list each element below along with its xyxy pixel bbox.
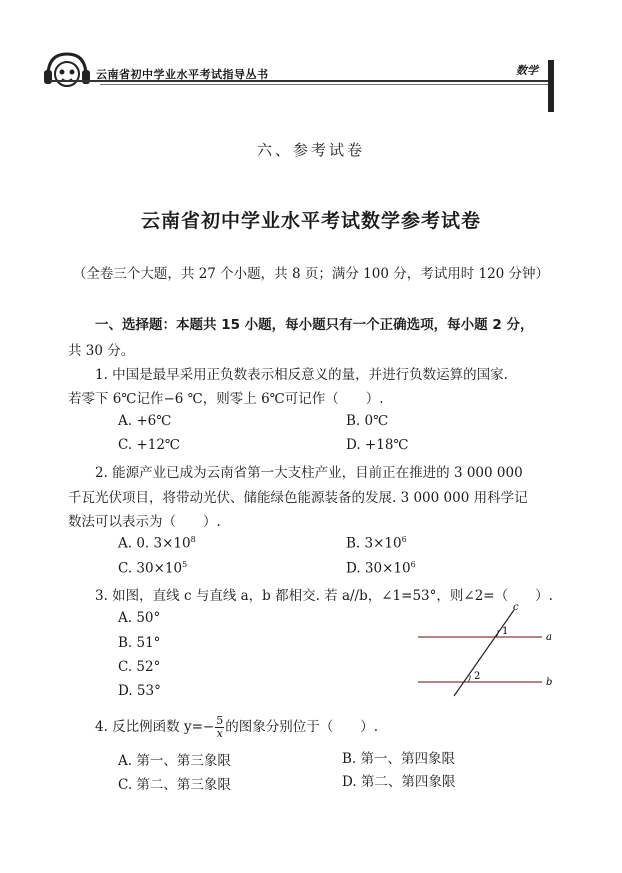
q3-parallel-lines-figure [410, 600, 560, 700]
label-c: c [513, 602, 519, 613]
section-title: 六、参考试卷 [256, 141, 365, 159]
label-a: a [546, 632, 552, 643]
q1-stem-line1: 1. 中国是最早采用正负数表示相反意义的量，并进行负数运算的国家. [95, 367, 508, 383]
q4-option-a[interactable]: A. 第一、第三象限 [118, 753, 231, 769]
part1-heading-line2: 共 30 分。 [68, 343, 135, 359]
q2-stem-line2: 千瓦光伏项目，将带动光伏、储能绿色能源装备的发展. 3 000 000 用科学记 [68, 490, 528, 506]
label-angle2: 2 [474, 671, 481, 682]
q4-option-d[interactable]: D. 第二、第四象限 [342, 774, 456, 790]
q1-option-a[interactable]: A. +6℃ [118, 413, 172, 429]
q2-stem-line3: 数法可以表示为（ ）. [68, 514, 221, 530]
q2-option-a[interactable]: A. 0. $3\times 10^8$ [118, 535, 196, 552]
q4-stem-suffix: 的图象分别位于（ ）. [225, 719, 379, 735]
subject-label: 数学 [516, 64, 538, 77]
q3-stem: 3. 如图，直线 c 与直线 a，b 都相交. 若 a//b，∠1=53°，则∠2=（ ）. [95, 588, 553, 604]
q1-option-b[interactable]: B. 0℃ [346, 413, 389, 429]
q2-option-c[interactable]: C. $30\times 10^5$ [118, 560, 188, 577]
q1-option-d[interactable]: D. +18℃ [346, 437, 409, 453]
q1-stem-line2: 若零下 6℃记作−6 ℃，则零上 6℃可记作（ ）. [68, 391, 384, 407]
q4-stem-prefix: 4. 反比例函数 y=− [95, 719, 215, 735]
q2-option-d[interactable]: D. $30\times 10^6$ [346, 560, 416, 577]
q4-option-c[interactable]: C. 第二、第三象限 [118, 777, 231, 793]
q3-option-b[interactable]: B. 51° [118, 635, 161, 651]
label-b: b [546, 677, 553, 688]
series-title: 云南省初中学业水平考试指导丛书 [96, 68, 269, 81]
header-tab [548, 60, 554, 112]
line-c [454, 610, 514, 696]
label-angle1: 1 [502, 626, 509, 637]
q3-option-d[interactable]: D. 53° [118, 683, 161, 699]
part1-heading-line1: 一、选择题：本题共 15 小题，每小题只有一个正确选项，每小题 2 分， [95, 317, 534, 333]
q2-stem-line1: 2. 能源产业已成为云南省第一大支柱产业，目前正在推进的 3 000 000 [95, 465, 523, 481]
header-rule-thin [100, 84, 548, 85]
q1-option-c[interactable]: C. +12℃ [118, 437, 181, 453]
exam-info: （全卷三个大题，共 27 个小题，共 8 页；满分 100 分，考试用时 120 分钟） [72, 266, 550, 282]
q4-fraction: $\frac{5}{x}$ [216, 714, 224, 740]
q2-option-b[interactable]: B. $3\times 10^6$ [346, 535, 407, 552]
q3-option-a[interactable]: A. 50° [118, 610, 161, 626]
q4-option-b[interactable]: B. 第一、第四象限 [342, 751, 456, 767]
q3-option-c[interactable]: C. 52° [118, 659, 161, 675]
q4-stem [95, 715, 378, 740]
exam-title: 云南省初中学业水平考试数学参考试卷 [140, 210, 481, 232]
